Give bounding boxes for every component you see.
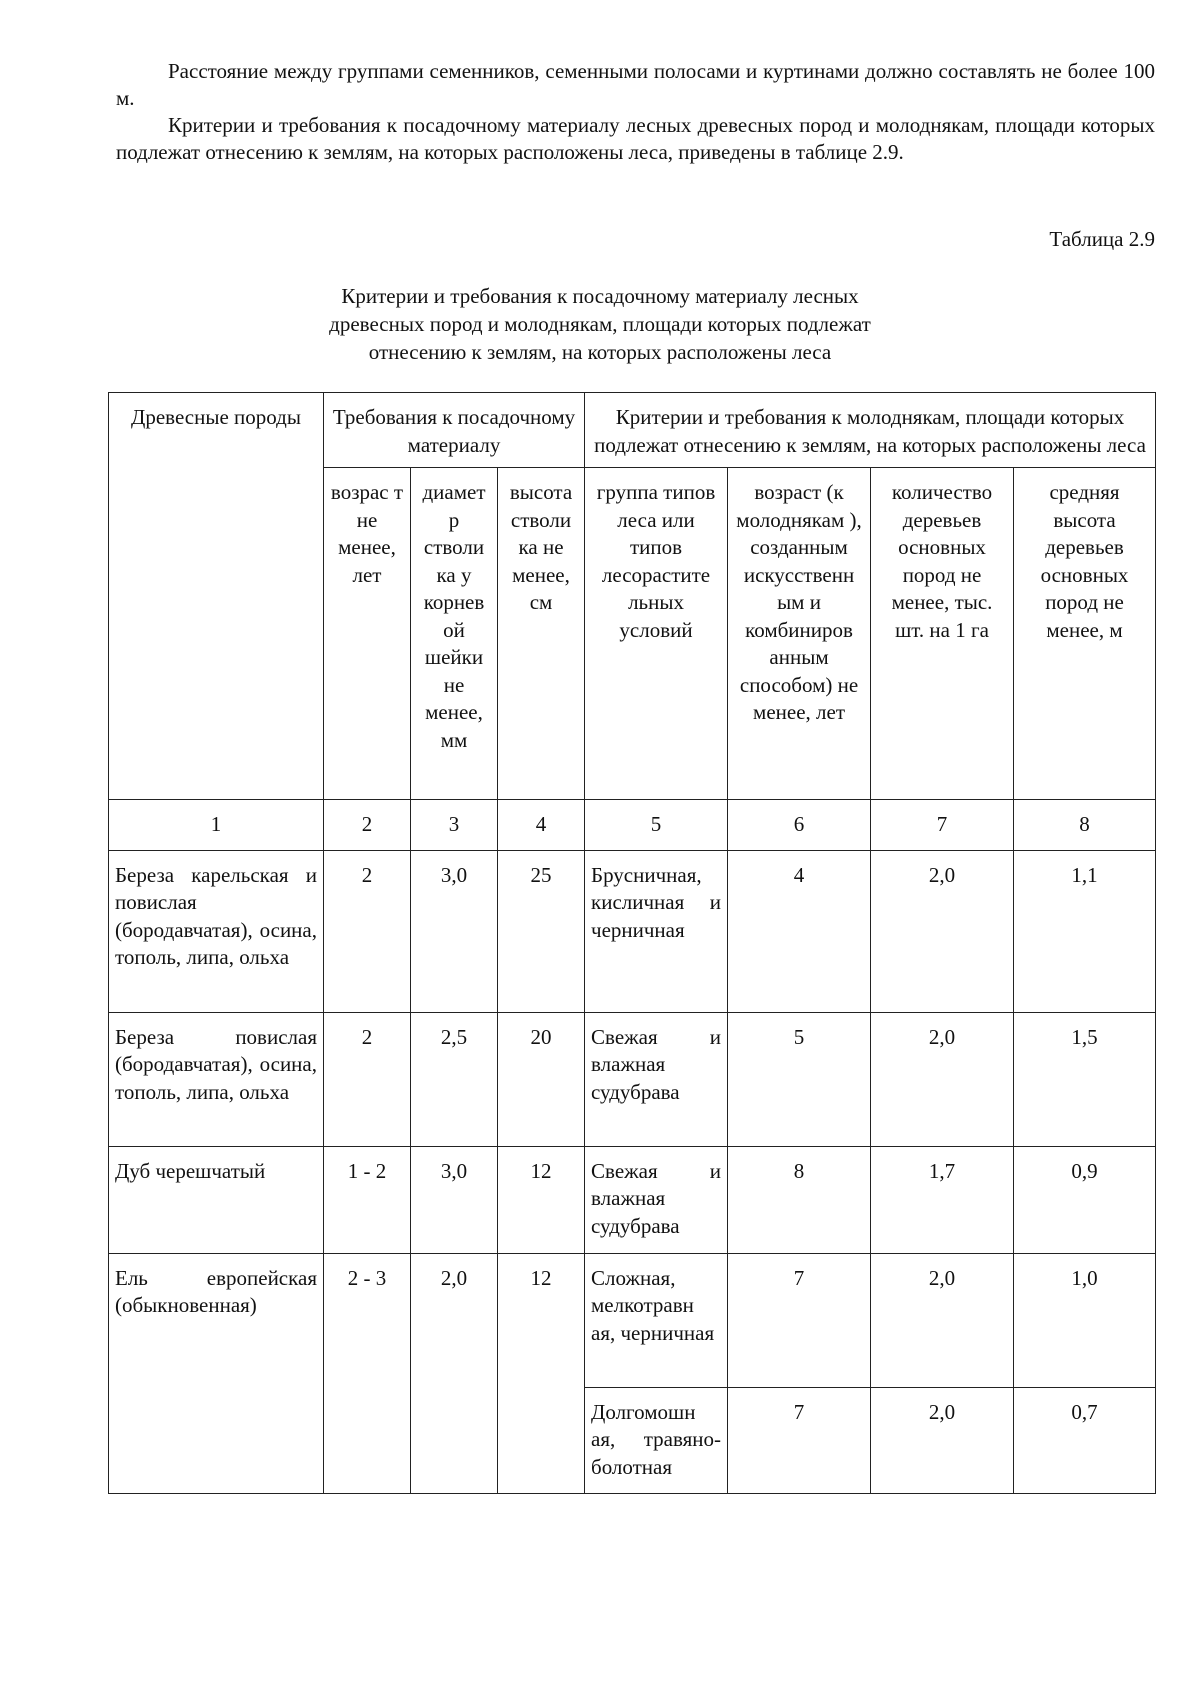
table-title — [200, 282, 1000, 366]
header-forest-type: группа типов леса или типов лесорастите льных условий — [585, 468, 728, 800]
tree-count-cell: 2,0 — [871, 1387, 1014, 1493]
table-number: Таблица 2.9 — [1049, 227, 1155, 251]
forest-type-cell: Свежая и влажная судубрава — [585, 1146, 728, 1253]
header-young-stands: Критерии и требования к молоднякам, площади которых подлежат отнесению к землям, на которых расположены леса — [585, 393, 1156, 468]
column-number: 4 — [498, 800, 585, 851]
column-number: 3 — [411, 800, 498, 851]
age-cell: 2 — [324, 1012, 411, 1146]
forest-type-cell: Свежая и влажная судубрава — [585, 1012, 728, 1146]
young-age-cell: 8 — [728, 1146, 871, 1253]
avg-height-cell: 1,1 — [1014, 850, 1156, 1012]
height-cell: 25 — [498, 850, 585, 1012]
species-cell: Дуб черешчатый — [109, 1146, 324, 1253]
young-age-cell: 7 — [728, 1387, 871, 1493]
forest-type-cell: Долгомошн ая, травяно-болотная — [585, 1387, 728, 1493]
column-number: 7 — [871, 800, 1014, 851]
height-cell: 12 — [498, 1253, 585, 1493]
species-cell: Ель европейская (обыкновенная) — [109, 1253, 324, 1493]
young-age-cell: 7 — [728, 1253, 871, 1387]
header-planting-material: Требования к посадочному материалу — [324, 393, 585, 468]
intro-paragraph-2: Критерии и требования к посадочному материалу лесных древесных пород и молоднякам, площади которых подлежат отнесению к землям, на которых расположены леса, приведены в таблице 2.9. — [116, 113, 1155, 164]
avg-height-cell: 0,9 — [1014, 1146, 1156, 1253]
column-number: 8 — [1014, 800, 1156, 851]
diameter-cell: 3,0 — [411, 1146, 498, 1253]
table-title-line-1: Критерии и требования к посадочному материалу лесных — [341, 284, 859, 308]
intro-text — [116, 58, 1155, 166]
header-avg-height: средняя высота деревьев основных пород не менее, м — [1014, 468, 1156, 800]
table-row — [109, 1253, 1156, 1387]
header-height: высота стволи ка не менее, см — [498, 468, 585, 800]
species-cell: Береза повислая (бородавчатая), осина, тополь, липа, ольха — [109, 1012, 324, 1146]
header-diameter: диамет р стволи ка у корнев ой шейки не менее, мм — [411, 468, 498, 800]
intro-paragraph-1: Расстояние между группами семенников, семенными полосами и куртинами должно составлять не более 100 м. — [116, 59, 1155, 110]
species-cell: Береза карельская и повислая (бородавчатая), осина, тополь, липа, ольха — [109, 850, 324, 1012]
tree-count-cell: 1,7 — [871, 1146, 1014, 1253]
table-row — [109, 1146, 1156, 1253]
height-cell: 12 — [498, 1146, 585, 1253]
table-row — [109, 1012, 1156, 1146]
table-title-line-2: древесных пород и молоднякам, площади которых подлежат — [329, 312, 871, 336]
age-cell: 1 - 2 — [324, 1146, 411, 1253]
header-tree-count: количество деревьев основных пород не менее, тыс. шт. на 1 га — [871, 468, 1014, 800]
column-number: 6 — [728, 800, 871, 851]
forest-type-cell: Сложная, мелкотравн ая, черничная — [585, 1253, 728, 1387]
tree-count-cell: 2,0 — [871, 1253, 1014, 1387]
young-age-cell: 5 — [728, 1012, 871, 1146]
header-species: Древесные породы — [109, 393, 324, 800]
height-cell: 20 — [498, 1012, 585, 1146]
table-row — [109, 850, 1156, 1012]
diameter-cell: 2,5 — [411, 1012, 498, 1146]
header-age: возрас т не менее, лет — [324, 468, 411, 800]
header-young-age: возраст (к молоднякам ), созданным искусственн ым и комбиниров анным способом) не менее, лет — [728, 468, 871, 800]
forest-type-cell: Брусничная, кисличная и черничная — [585, 850, 728, 1012]
diameter-cell: 2,0 — [411, 1253, 498, 1493]
column-number: 5 — [585, 800, 728, 851]
avg-height-cell: 1,5 — [1014, 1012, 1156, 1146]
young-age-cell: 4 — [728, 850, 871, 1012]
column-number: 2 — [324, 800, 411, 851]
avg-height-cell: 0,7 — [1014, 1387, 1156, 1493]
column-number-row — [109, 800, 1156, 851]
requirements-table — [108, 392, 1156, 1494]
diameter-cell: 3,0 — [411, 850, 498, 1012]
age-cell: 2 — [324, 850, 411, 1012]
tree-count-cell: 2,0 — [871, 850, 1014, 1012]
header-row-1 — [109, 393, 1156, 468]
age-cell: 2 - 3 — [324, 1253, 411, 1493]
avg-height-cell: 1,0 — [1014, 1253, 1156, 1387]
tree-count-cell: 2,0 — [871, 1012, 1014, 1146]
table-title-line-3: отнесению к землям, на которых расположены леса — [368, 340, 832, 364]
column-number: 1 — [109, 800, 324, 851]
